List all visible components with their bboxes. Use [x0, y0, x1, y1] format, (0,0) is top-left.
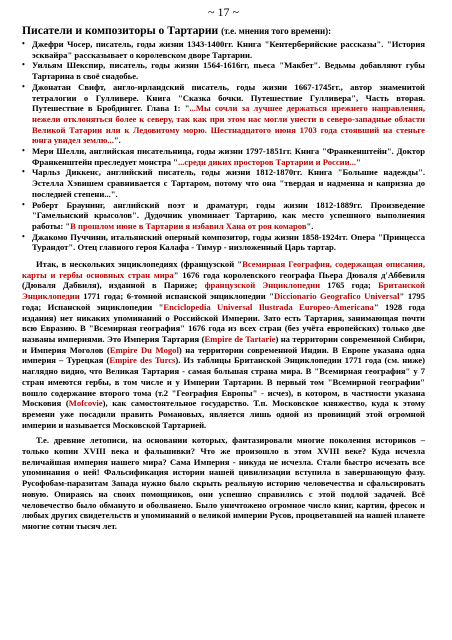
writers-list: [22, 39, 425, 253]
text-run: " 1676 года королевского географа Пьера Дюваля д'Аббевиля (Дюваля Дабвиля), изданной в Париже;: [22, 269, 425, 291]
text-run: ) на территории современной Индии. В Европе указана одна империя – Турецкая (: [22, 344, 425, 366]
text-run: ) на территории современной Сибири, и Империя Моголов (: [22, 333, 426, 355]
highlighted-text: Mofcovie: [68, 398, 103, 409]
list-item: [22, 167, 425, 199]
text-run: Джефри Чосер, писатель, годы жизни 1343-1400гг. Книга "Кентерберийские рассказы". "История эсквайра" рассказывает о королевском дворе Тартарии.: [32, 39, 425, 60]
list-item: [22, 146, 425, 167]
highlighted-text: ...Мы сочли за лучшее держаться прежнего направления, нежели отклоняться более к северу, так как при этом нас могли унести в северо-западные области Великой Татарии или к Ледовитому морю. Шестнадцатого июня 1703 года стоявший на стеньге юнга увидел землю...: [32, 103, 425, 146]
text-run: Уильям Шекспир, писатель, годы жизни 1564-1616гг, пьеса "Макбет". Ведьмы добавляют губы Тартарина в своё снадобье.: [32, 60, 425, 82]
text-run: " 1928 года издания) нет никаких упоминаний о Российской Империи. Затo есть Тартария, занимающая почти всю Евразию. В "Всемирная география" 1676 года из всех стран (без учёта европейских) только две названы империями. Это Империя Тартария (: [22, 301, 425, 344]
text-run: Мери Шелли, английская писательница, годы жизни 1797-1851гг. Книга "Франкенштейн". Доктор Франкенштейн преследует монстра ": [32, 146, 425, 167]
list-item: [22, 82, 425, 146]
highlighted-text: Empire de Tartarie: [204, 333, 276, 344]
paragraph-encyclopedias: [22, 259, 425, 430]
bullet-icon: •: [22, 146, 25, 156]
text-run: Джонатан Свифт, англо-ирландский писатель, годы жизни 1667-1745гг., автор знаменитой тетралогии о Гулливере. Книга "Сказка бочки. Путешествие Гулливера", Часть вторая. Путешествие в Бробдингег. Глава 1: ": [32, 81, 425, 114]
text-run: Итак, в нескольких энциклопедиях (французской ": [36, 259, 243, 270]
list-item: [22, 200, 425, 232]
text-run: Роберт Браунинг, английский поэт и драматург, годы жизни 1812-1889гг. Произведение "Гамельнский крысолов". Дудочник упоминает Тартарию, как место успешного выполнения работы: ": [32, 199, 425, 231]
paragraph-falsification: [22, 435, 425, 531]
bullet-icon: •: [22, 199, 25, 209]
highlighted-text: Empire Du Mogol: [109, 344, 179, 355]
text-run: ). Из таблицы Британской Энциклопедии 1771 года (см. ниже) наглядно видно, что Великая Тартария - самая большая страна мира. В "Всемирная география" у 7 стран имеются гербы, в том числе и у Империи Тартарии. В первый том "Всемирной географии" вошло содержание второго тома (т.2 "География Европы" - исчез), в котором, в частности указана Московия (: [22, 355, 426, 409]
highlighted-text: В прошлом июне в Тартарии я избавил Хана от роя комаров: [70, 220, 307, 231]
text-run: 1765 года;: [320, 280, 379, 291]
highlighted-text: французской Энциклопедии: [204, 280, 321, 291]
text-run: " 1795 года; Испанской энциклопедии ": [22, 291, 426, 312]
text-run: Джакомо Пуччини, итальянский оперный композитор, годы жизни 1858-1924гг. Опера "Принцесса Турандот". Отец главного героя Калафа - Тимур - низложенный Царь тартар.: [32, 231, 425, 253]
bullet-icon: •: [22, 231, 25, 241]
heading-title: Писатели и композиторы о Тартарии: [22, 24, 219, 37]
text-run: ".: [306, 220, 314, 231]
text-run: 1771 года; 6-томной испанской энциклопедии ": [79, 291, 275, 302]
bullet-icon: •: [22, 60, 25, 70]
heading-subtitle: (т.е. мнения того времени):: [221, 26, 332, 36]
text-run: Т.е. древние летописи, на основании которых, фантазировали многие поколения историков – только копии XVIII века и фальшивки? Что же произошло в этом XVIII веке? Куда исчезла величайшая империя нашего мира? Сама Империя - никуда не исчезла. Стали быстро исчезать все упоминания о ней! Фальсификация истории нашей цивилизации вступила в завершающую фазу. Русофобам-паразитам Запада нужно было скрыть реальную историю человечества и сфальсировать новую. Опираясь на своих помощников, они успешно справились с этой подлой задачей. Всё человечество было обмануто и оболванено. Было уничтожено огромное число книг, картин, фресок и любых других свидетельств и упоминаний о великой империи Русов, процветавшей на нашей планете многие сотни тысяч лет.: [22, 435, 425, 531]
list-item: [22, 232, 425, 253]
bullet-icon: •: [22, 39, 25, 48]
highlighted-text: Enciclopedia Universal Ilustrada Europeo-Americana: [163, 301, 374, 312]
text-run: Чарльз Диккенс, английский писатель, годы жизни 1812-1870гг. Книга "Большие надежды". Эстелла Хэвишем сравнивается с Тартаром, потому что она "твердая и надменна и капризна до последней степени...".: [32, 167, 425, 199]
bullet-icon: •: [22, 81, 25, 91]
section-heading: [22, 24, 425, 38]
highlighted-text: Diccionario Geografico Universal: [274, 291, 400, 302]
highlighted-text: Empire des Turcs: [109, 355, 176, 366]
text-run: ), как самостоятельное государство. Т.п. Московское княжество, куда к этому времени уже посадили править Романовых, является лишь одной из провинций этой огромной империи и называется Московской Тартарией.: [22, 398, 425, 430]
highlighted-text: ...среди диких просторов Тартарии и России...: [177, 156, 357, 167]
list-item: [22, 60, 425, 81]
highlighted-text: Британской Энциклопедии: [22, 280, 425, 302]
highlighted-text: Всемирная География, содержащая описания, карты и гербы основных стран мира: [22, 259, 425, 280]
list-item: [22, 39, 425, 60]
text-run: ".: [113, 135, 121, 146]
text-run: ": [356, 156, 361, 167]
bullet-icon: •: [22, 167, 25, 177]
page-number: ~ 17 ~: [208, 5, 239, 19]
